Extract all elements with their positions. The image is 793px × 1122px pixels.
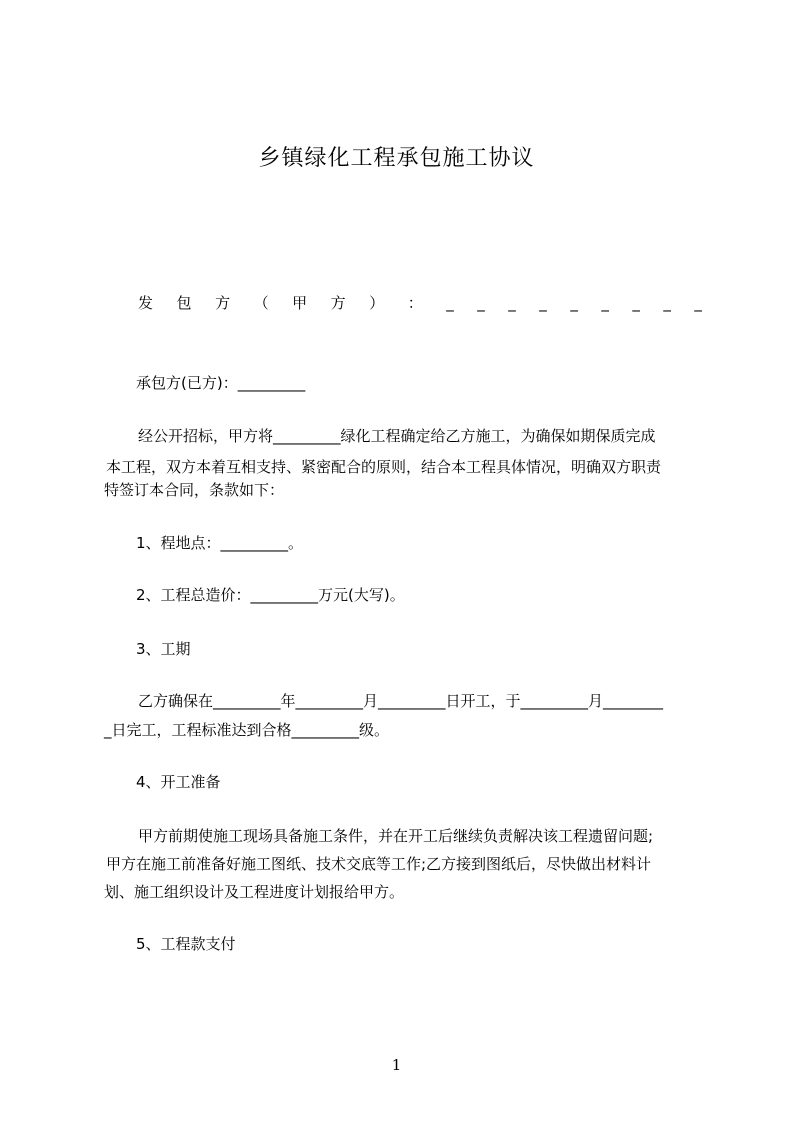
party-a-char: 方	[215, 294, 231, 312]
party-a-blank: _	[477, 294, 485, 312]
party-a-blank: _	[570, 294, 578, 312]
intro-line-3: 特签订本合同，条款如下：	[104, 481, 285, 499]
party-a-line	[138, 292, 702, 313]
party-a-char: （	[253, 294, 269, 312]
page-number: 1	[391, 1056, 402, 1074]
party-a-char: 发	[138, 294, 154, 312]
document-title: 乡镇绿化工程承包施工协议	[258, 146, 535, 171]
clause-4: 4、开工准备	[136, 773, 221, 791]
schedule-line-2: _日完工，工程标准达到合格_________级。	[104, 721, 390, 739]
party-a-blank: _	[601, 294, 609, 312]
party-a-char: ）	[369, 294, 385, 312]
party-a-blank: _	[694, 294, 702, 312]
party-a-blank: _	[663, 294, 671, 312]
clause-5: 5、工程款支付	[136, 935, 236, 953]
schedule-line-1: 乙方确保在_________年_________月_________日开工，于_________月________	[138, 692, 664, 710]
clause-2: 2、工程总造价：_________万元(大写)。	[136, 586, 405, 604]
party-a-char: 包	[176, 294, 192, 312]
party-b-line: 承包方(已方)：_________	[136, 374, 306, 392]
party-a-blank: _	[539, 294, 547, 312]
clause-3: 3、工期	[136, 640, 191, 658]
prep-line-2: 甲方在施工前准备好施工图纸、技术交底等工作;乙方接到图纸后，尽快做出材料计	[106, 855, 652, 873]
prep-line-3: 划、施工组织设计及工程进度计划报给甲方。	[104, 883, 405, 901]
party-a-blank: _	[446, 294, 454, 312]
party-a-blank: _	[508, 294, 516, 312]
party-a-char: 方	[330, 294, 346, 312]
clause-1: 1、程地点：_________。	[136, 534, 304, 552]
party-a-char: 甲	[292, 294, 308, 312]
prep-line-1: 甲方前期使施工现场具备施工条件，并在开工后继续负责解决该工程遗留问题;	[138, 827, 654, 845]
party-a-char: ：	[407, 294, 423, 312]
party-a-blank: _	[632, 294, 640, 312]
intro-line-1: 经公开招标，甲方将_________绿化工程确定给乙方施工，为确保如期保质完成	[138, 427, 656, 445]
intro-line-2: 本工程，双方本着互相支持、紧密配合的原则，结合本工程具体情况，明确双方职责	[106, 458, 662, 476]
